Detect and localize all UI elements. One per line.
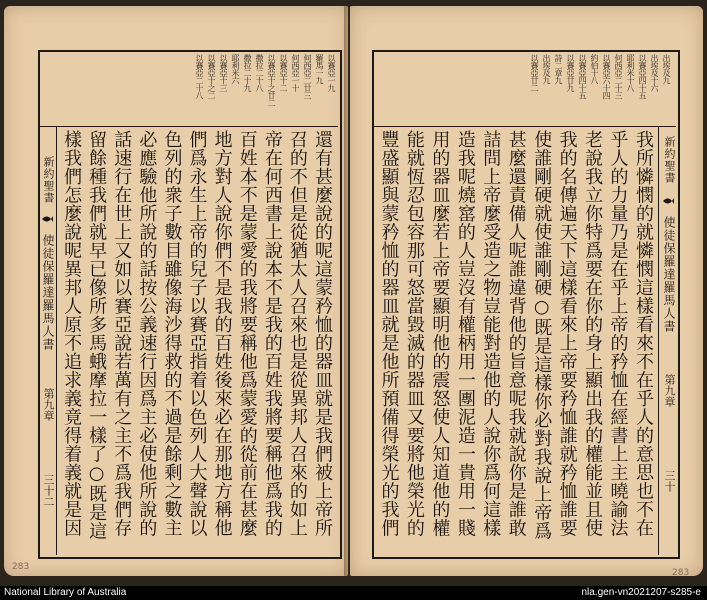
text-column: 色列的衆子數目雖像海沙得救的不過是餘剩之數主 [161,130,183,537]
note: 出埃及九 [542,54,551,84]
left-page [4,6,348,576]
running-title: 使徒保羅達羅馬人書 [41,234,55,351]
text-column: 還有甚麼說的呢這蒙矜恤的器皿就是我們被上帝所 [312,130,333,537]
note: 羅馬一九 [315,54,324,84]
footer-source: National Library of Australia [4,587,127,598]
note: 以賽亞一九 [327,54,336,92]
note: 撒拉二十八 [255,54,264,92]
text-column: 必應驗他所說的話按公義速行因爲主必使他所說的 [136,130,158,537]
text-column: 我的名傳遍天下這樣看來上帝要矜恤誰就矜恤誰要 [556,130,578,537]
text-column: 留餘種我們就早已像所多馬蛾摩拉一樣了○既是這 [86,130,108,540]
text-column: 話速行在世上又如以賽亞說若萬有之主不爲我們存 [111,130,133,537]
text-column: 豐盛顯與蒙矜恤的器皿就是他所預備得榮光的我們 [378,130,400,537]
fish-ornament-icon [41,214,53,224]
notes-divider [38,126,338,127]
note: 以賽亞四十五 [578,54,587,99]
title-column-rule [658,126,659,555]
chapter-label: 第九章 [663,374,676,407]
chapter-label: 第九章 [42,388,55,421]
text-column: 樣我們怎麼說呢異邦人原不追求義竟得着義就是因 [61,130,83,537]
note: 約伯十八 [590,54,599,84]
text-column: 乎人的力量乃是在乎上帝的矜恤在經書上主曉諭法 [607,130,629,537]
footer-bar [0,586,707,600]
text-column: 甚麼還責備人呢誰違背他的旨意呢我就說你是誰敢 [505,130,527,537]
text-column: 召的不但是從猶太人召來也是從異邦人召來的如上 [286,130,308,537]
note: 以賽亞廿二 [530,54,539,92]
pencil-mark: 283 [672,568,690,578]
text-column: 造我呢燒窰的人豈沒有權柄用一團泥造一貴用一賤 [454,130,476,537]
text-column: 能就恆忍包容那可怒當毀滅的器皿又要將他榮光的 [403,130,425,537]
note: 以賽亞十之二 [207,54,216,99]
note: 何西亞二廿三 [303,54,312,99]
footer-identifier: nla.gen-vn2021207-s285-e [581,587,701,598]
text-column: 用的器皿麼若上帝要顯明他的震怒使人知道他的權 [429,130,451,537]
text-column: 地方對人說你們不是我的百姓後來必在那地方稱他 [211,130,233,537]
note: 以賽亞十之廿二 [267,54,276,107]
page-number: 三十 [663,470,676,492]
right-margin-notes [376,54,672,124]
right-body-text [376,130,656,552]
note: 以賽亞六十四 [602,54,611,99]
text-column: 使誰剛硬就使誰剛硬○既是這樣你必對我說上帝爲 [531,130,553,540]
note: 以賽亞四十五 [638,54,647,99]
note: 詩二章九 [554,54,563,84]
note: 何西亞一十 [291,54,300,92]
note: 何西亞二十三 [614,54,623,99]
note: 以賽亞十二 [279,54,288,92]
note: 耶利米十八 [626,54,635,92]
note: 以賽亞二十八 [195,54,204,99]
text-column: 老說我立你特爲要在你的身上顯出我的權能並且使 [582,130,604,537]
right-page [350,6,703,576]
left-body-text [59,130,335,552]
fish-ornament-icon [662,196,674,206]
note: 以賽亞十三 [219,54,228,92]
running-title: 使徒保羅達羅馬人書 [662,216,676,333]
text-column: 詰問上帝麼受造之物豈能對造他的人說你爲何這樣 [480,130,502,537]
page-number: 三十二 [42,474,55,507]
note: 撒拉二十九 [243,54,252,92]
note: 出埃及九 [662,54,671,84]
text-column: 我所憐憫的就憐憫這樣看來不在乎人的意思也不在 [633,130,654,537]
book-title: 新約聖書 [42,156,55,204]
text-column: 帝在何西書上說本不是我的百姓我將要稱他爲我的 [261,130,283,537]
pencil-mark: 283 [12,562,30,572]
note: 以賽亞廿九 [566,54,575,92]
text-column: 們爲永生上帝的兒子以賽亞指着以色列人大聲說以 [186,130,208,537]
note: 耶利米六 [231,54,240,84]
notes-divider [372,126,676,127]
note: 出埃及十六 [650,54,659,92]
book-title: 新約聖書 [663,136,676,184]
left-margin-notes [41,54,337,124]
text-column: 百姓本不是蒙愛的我將要稱他爲蒙愛的從前在甚麼 [236,130,258,537]
